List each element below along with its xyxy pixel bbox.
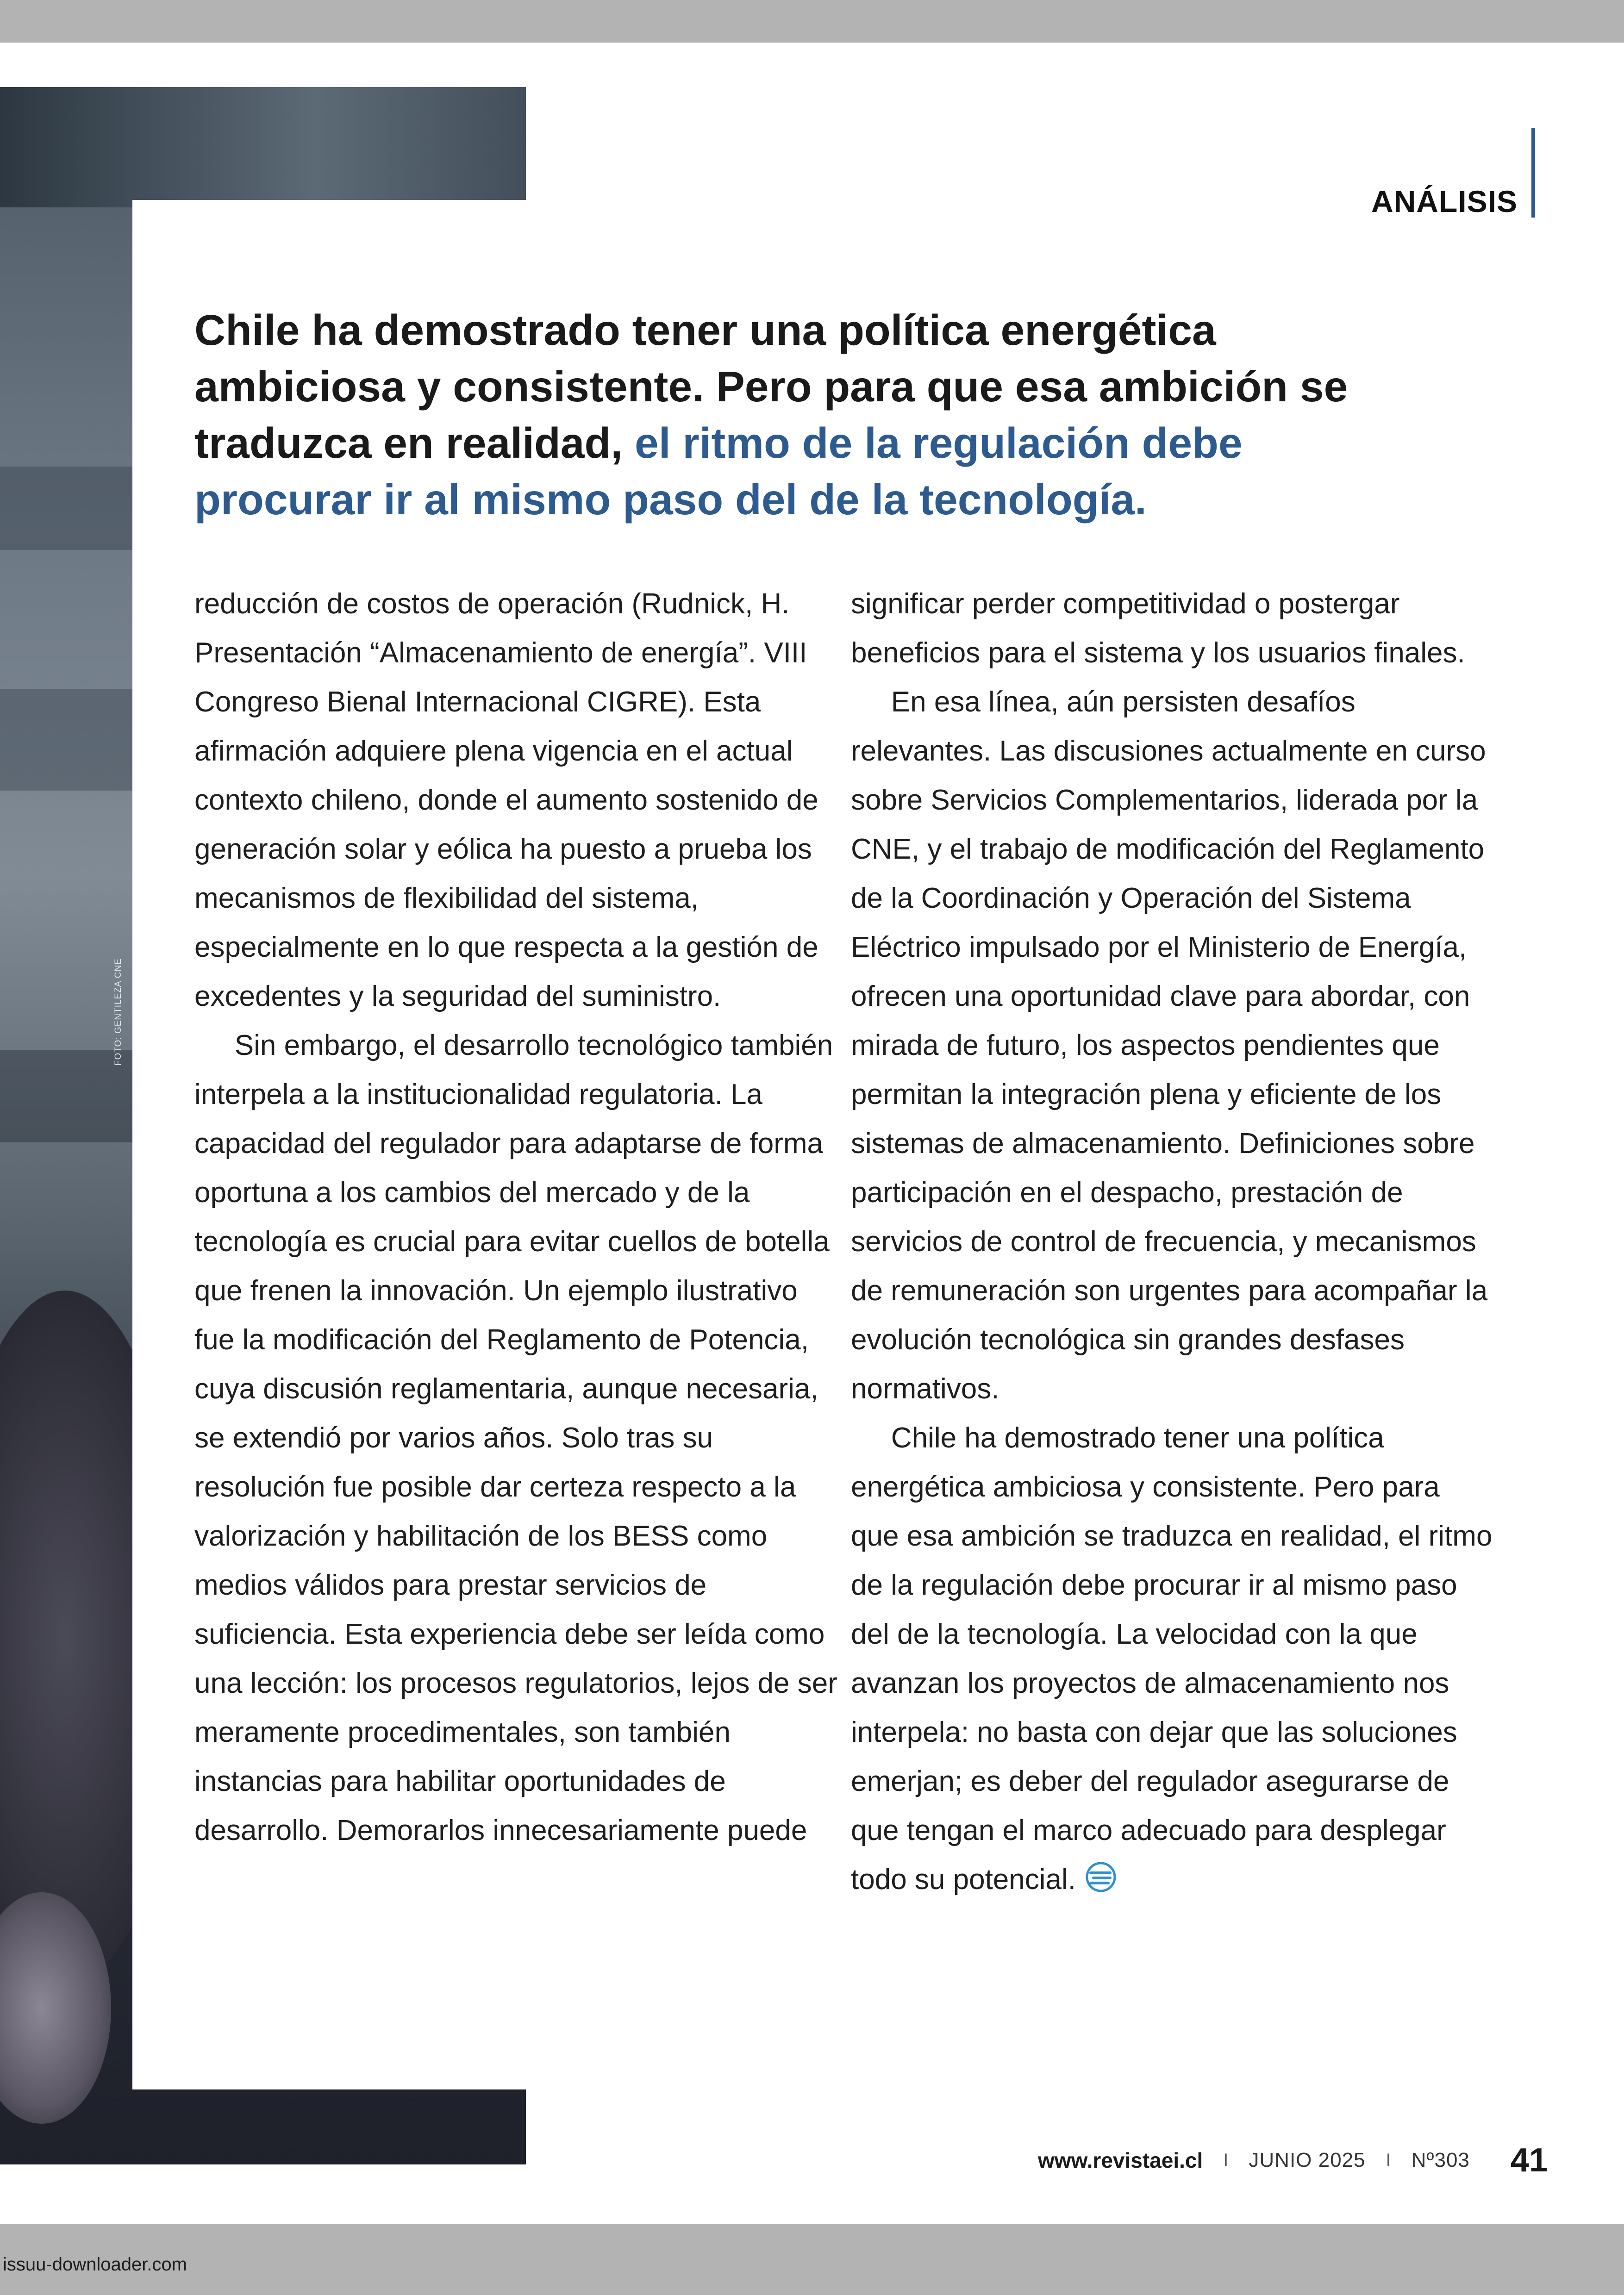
- body-column-right: [851, 580, 1494, 1904]
- section-rule: [1531, 128, 1535, 218]
- photo-credit: FOTO: GENTILEZA CNE: [113, 958, 123, 1066]
- paragraph-final: [851, 1414, 1494, 1904]
- footer-issue: Nº303: [1411, 2149, 1470, 2171]
- page-number: 41: [1510, 2142, 1548, 2179]
- pullquote-highlight: el ritmo de la regulación debe procurar ir al mismo paso del de la tecnología.: [194, 419, 1243, 524]
- body-column-left: [194, 580, 838, 1855]
- footer-separator: I: [1223, 2150, 1229, 2170]
- paragraph-text: Chile ha demostrado tener una política energética ambiciosa y consistente. Pero para que esa ambición se traduzca en realidad, el ritmo de la regulación debe procurar ir al mismo paso del de la tecnología. La velocidad con la que avanzan los proyectos de almacenamiento nos interpela: no basta con dejar que las soluciones emerjan; es deber del regulador asegurarse de que tengan el marco adecuado para desplegar todo su potencial.: [851, 1422, 1493, 1896]
- watermark-text: issuu-downloader.com: [3, 2254, 187, 2275]
- paragraph: significar perder competitividad o postergar beneficios para el sistema y los usuarios finales.: [851, 588, 1465, 669]
- magazine-page: [0, 43, 1624, 2224]
- paragraph: En esa línea, aún persisten desafíos relevantes. Las discusiones actualmente en curso sobre Servicios Complementarios, liderada por la CNE, y el trabajo de modificación del Reglamento de la Coordinación y Operación del Sistema Eléctrico impulsado por el Ministerio de Energía, ofrecen una oportunidad clave para abordar, con mirada de futuro, los aspectos pendientes que permitan la integración plena y eficiente de los sistemas de almacenamiento. Definiciones sobre participación en el despacho, prestación de servicios de control de frecuencia, y mecanismos de remuneración son urgentes para acompañar la evolución tecnológica sin grandes desfases normativos.: [851, 686, 1488, 1405]
- page-footer: [1038, 2135, 1548, 2186]
- pullquote-text: Chile ha demostrado tener una política energética ambiciosa y consistente. Pero para que esa ambición se traduzca en realidad,: [194, 306, 1348, 467]
- footer-separator: I: [1386, 2150, 1391, 2170]
- footer-date: JUNIO 2025: [1249, 2149, 1366, 2171]
- section-label: ANÁLISIS: [1371, 184, 1518, 218]
- magazine-logo-icon: [1084, 1860, 1118, 1894]
- paragraph: reducción de costos de operación (Rudnick, H. Presentación “Almacenamiento de energía”. VIII Congreso Bienal Internacional CIGRE). Esta afirmación adquiere plena vigencia en el actual contexto chileno, donde el aumento sostenido de generación solar y eólica ha puesto a prueba los mecanismos de flexibilidad del sistema, especialmente en lo que respecta a la gestión de excedentes y la seguridad del suministro.: [194, 588, 818, 1012]
- pullquote: [194, 302, 1426, 528]
- footer-website: www.revistaei.cl: [1038, 2148, 1203, 2172]
- paragraph: Sin embargo, el desarrollo tecnológico también interpela a la institucionalidad regulatoria. La capacidad del regulador para adaptarse de forma oportuna a los cambios del mercado y de la tecnología es crucial para evitar cuellos de botella que frenen la innovación. Un ejemplo ilustrativo fue la modificación del Reglamento de Potencia, cuya discusión reglamentaria, aunque necesaria, se extendió por varios años. Solo tras su resolución fue posible dar certeza respecto a la valorización y habilitación de los BESS como medios válidos para prestar servicios de suficiencia. Esta experiencia debe ser leída como una lección: los procesos regulatorios, lejos de ser meramente procedimentales, son también instancias para habilitar oportunidades de desarrollo. Demorarlos innecesariamente puede: [194, 1029, 837, 1846]
